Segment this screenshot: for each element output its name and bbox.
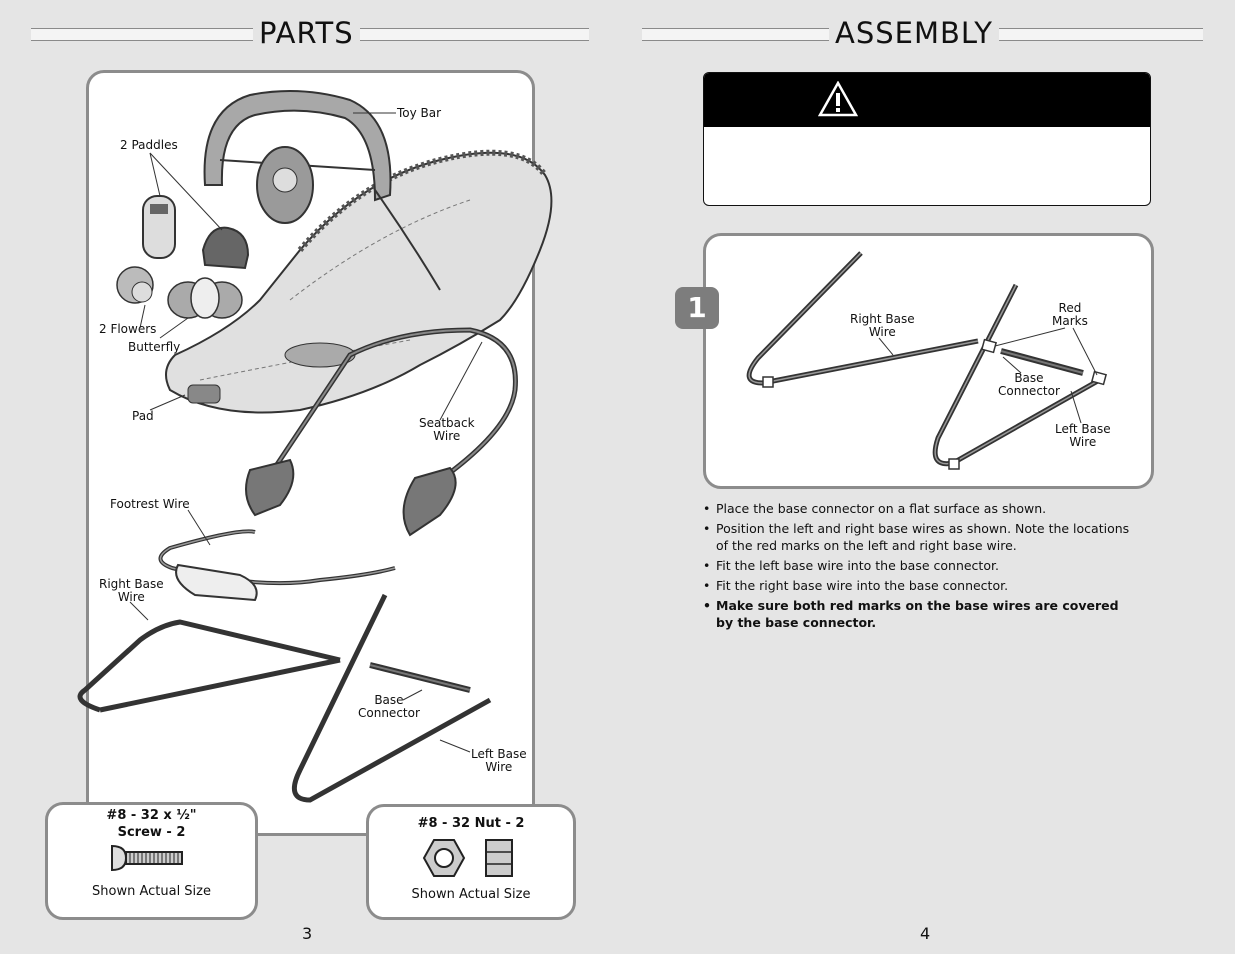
assembly-title: ASSEMBLY bbox=[829, 16, 999, 50]
parts-title: PARTS bbox=[253, 16, 360, 50]
label-left-base-wire bbox=[471, 748, 527, 774]
nut-footer: Shown Actual Size bbox=[411, 887, 531, 902]
warning-header bbox=[704, 73, 1150, 127]
instruction-item: • Position the left and right base wires as shown. Note the locations of the red marks on the left and right base wire. bbox=[703, 520, 1133, 554]
label-base-connector-line-1: Base bbox=[374, 693, 404, 707]
label-pad: Pad bbox=[132, 409, 154, 423]
warning-triangle-icon bbox=[818, 81, 858, 117]
step-label-right-base-wire-line-2: Wire bbox=[868, 325, 896, 339]
screw-title-line-2: Screw - 2 bbox=[117, 825, 186, 840]
label-right-base-wire-line-2: Wire bbox=[117, 590, 145, 604]
step-number-badge: 1 bbox=[675, 287, 719, 329]
seatback-foot bbox=[246, 460, 293, 515]
step-label-left-base-wire-line-1: Left Base bbox=[1055, 422, 1111, 436]
screw-icon bbox=[108, 842, 186, 874]
step-label-base-connector-line-2: Connector bbox=[998, 384, 1060, 398]
step-label-left-base-wire-line-2: Wire bbox=[1069, 435, 1097, 449]
instruction-item: • Fit the left base wire into the base connector. bbox=[703, 557, 1133, 574]
step-label-base-connector bbox=[998, 372, 1060, 398]
label-seatback-wire bbox=[419, 417, 475, 443]
nut-title: #8 - 32 Nut - 2 bbox=[417, 816, 525, 831]
step-label-right-base-wire-line-1: Right Base bbox=[850, 312, 915, 326]
label-base-connector-line-2: Connector bbox=[358, 706, 420, 720]
label-base-connector bbox=[358, 694, 420, 720]
instruction-item: • Place the base connector on a flat surface as shown. bbox=[703, 500, 1133, 517]
page-number-left: 3 bbox=[302, 924, 313, 943]
screw-title-line-1: #8 - 32 x ½" bbox=[106, 808, 197, 823]
label-left-base-wire-line-1: Left Base bbox=[471, 747, 527, 761]
label-left-base-wire-line-2: Wire bbox=[485, 760, 513, 774]
nut-icon bbox=[422, 838, 516, 878]
label-footrest-wire: Footrest Wire bbox=[110, 497, 190, 511]
page-number-right: 4 bbox=[920, 924, 931, 943]
screw-title bbox=[48, 807, 255, 841]
warning-box bbox=[703, 72, 1151, 206]
step-1-illustration bbox=[703, 233, 1153, 489]
label-butterfly: Butterfly bbox=[128, 340, 181, 354]
step-label-base-connector-line-1: Base bbox=[1014, 371, 1044, 385]
label-right-base-wire-line-1: Right Base bbox=[99, 577, 164, 591]
label-seatback-wire-line-1: Seatback bbox=[419, 416, 475, 430]
instruction-item-emphasis: • Make sure both red marks on the base wires are covered by the base connector. bbox=[703, 597, 1133, 631]
step-label-left-base-wire bbox=[1055, 423, 1111, 449]
screw-footer: Shown Actual Size bbox=[92, 884, 211, 899]
label-seatback-wire-line-2: Wire bbox=[433, 429, 461, 443]
step-label-red-marks bbox=[1052, 302, 1088, 328]
instruction-list bbox=[703, 500, 1133, 634]
label-right-base-wire bbox=[99, 578, 164, 604]
instruction-item: • Fit the right base wire into the base connector. bbox=[703, 577, 1133, 594]
step-label-red-marks-line-1: Red bbox=[1058, 301, 1082, 315]
label-flowers: 2 Flowers bbox=[99, 322, 157, 336]
step-label-red-marks-line-2: Marks bbox=[1052, 314, 1088, 328]
label-toy-bar: Toy Bar bbox=[397, 106, 442, 120]
label-paddles: 2 Paddles bbox=[120, 138, 178, 152]
step-label-right-base-wire bbox=[850, 313, 915, 339]
paddle-2 bbox=[203, 228, 248, 268]
